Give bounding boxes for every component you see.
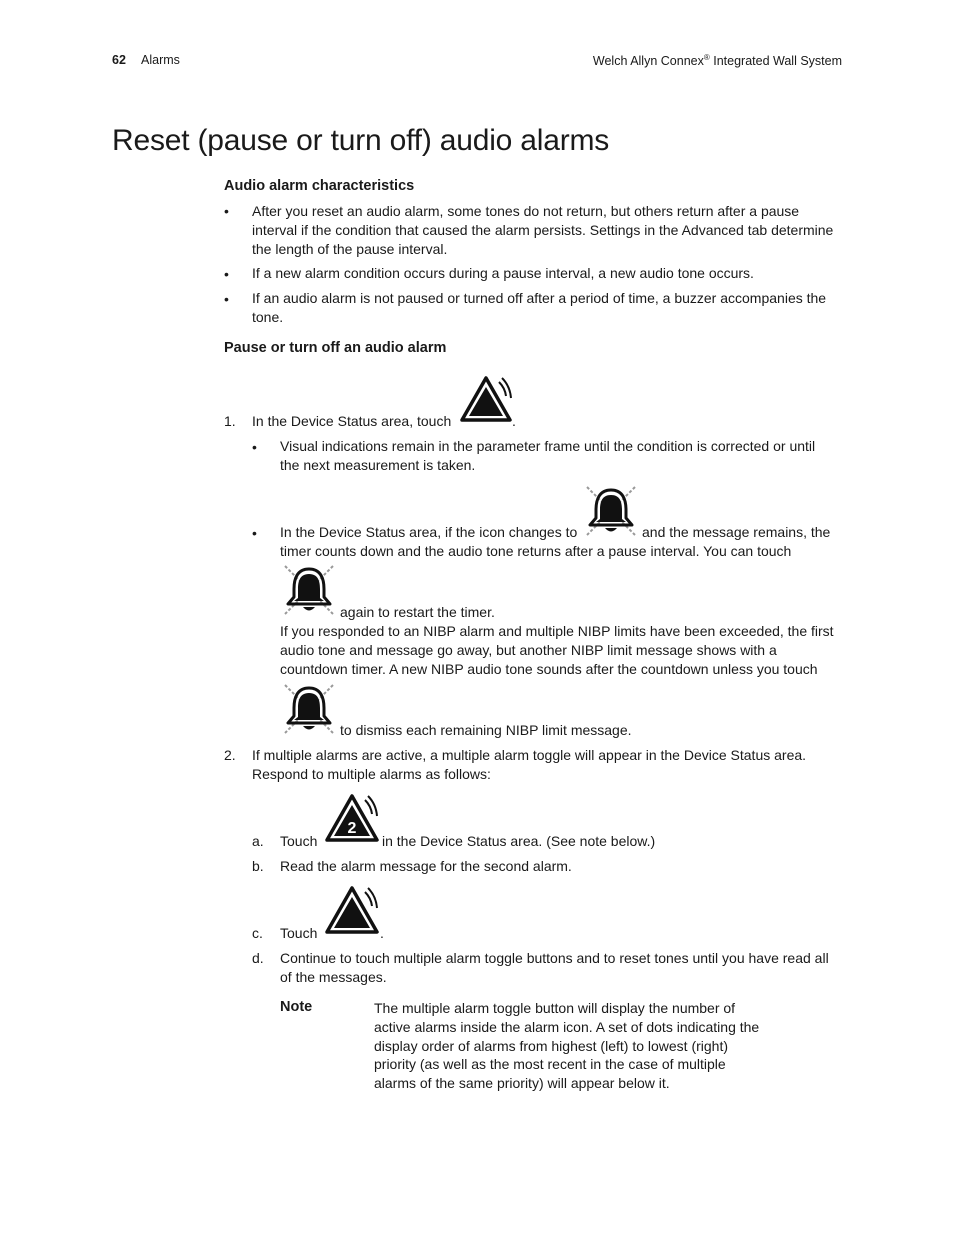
bullet-marker: • [224,203,229,219]
characteristics-heading: Audio alarm characteristics [224,178,415,194]
substep-a-touch: Touch [280,833,318,849]
characteristic-bullet-1: After you reset an audio alarm, some tones do not return, but others return after a pause interval if the condition that caused the alarm persists. Settings in the Advanced tab determine the length of the pause interval. [252,203,834,257]
note-text: The multiple alarm toggle button will display the number of active alarms inside the alarm icon. A set of dots indicating the display order of alarms from highest (left) to lowest (right) priority (as well as the most recent in the case of multiple alarms of the same priority) will appear below it. [374,1000,760,1092]
substep-letter-b: b. [252,858,264,874]
nibp-paragraph: If you responded to an NIBP alarm and multiple NIBP limits have been exceeded, the first audio tone and message go away, but another NIBP limit message shows with a countdown timer. A new NIBP audio tone sounds after the countdown unless you touch [280,623,834,677]
alarm-triangle-icon[interactable] [324,884,382,938]
paused-bell-icon[interactable] [281,682,337,736]
step-1-end: . [512,413,516,429]
step-number-2: 2. [224,747,236,763]
bullet-marker: • [252,525,257,541]
substep-d-text: Continue to touch multiple alarm toggle buttons and to reset tones until you have read all of the messages. [280,950,829,985]
step-1-bullet-b-after-icon: and the message remains, the [642,524,831,540]
alarm-count-badge: 2 [347,820,357,837]
characteristic-bullet-3: If an audio alarm is not paused or turned off after a period of time, a buzzer accompanies the tone. [252,290,827,325]
step-1-text: In the Device Status area, touch [252,413,452,429]
procedure-heading: Pause or turn off an audio alarm [224,340,447,356]
nibp-dismiss-text: to dismiss each remaining NIBP limit message. [340,722,632,738]
step-1-bullet-b-text: In the Device Status area, if the icon changes to [280,524,578,540]
header-product: Welch Allyn Connex® Integrated Wall System [592,53,842,69]
step-1-bullet-b-again: again to restart the timer. [340,604,495,620]
step-number-1: 1. [224,413,236,429]
step-2-text: If multiple alarms are active, a multiple alarm toggle will appear in the Device Status area. Respond to multiple alarms as follows: [252,747,807,782]
characteristic-bullet-2: If a new alarm condition occurs during a pause interval, a new audio tone occurs. [252,265,754,281]
page-title: Reset (pause or turn off) audio alarms [112,124,610,157]
paused-bell-icon[interactable] [583,484,639,538]
substep-letter-d: d. [252,950,264,966]
step-1-bullet-a: Visual indications remain in the parameter frame until the condition is corrected or until the next measurement is taken. [280,438,816,473]
substep-c-end: . [380,925,384,941]
bullet-marker: • [224,291,229,307]
bullet-marker: • [224,266,229,282]
substep-c-touch: Touch [280,925,318,941]
step-1-bullet-b-line2: timer counts down and the audio tone returns after a pause interval. You can touch [280,543,792,559]
header-section: Alarms [141,53,180,67]
substep-a-rest: in the Device Status area. (See note below.) [382,833,656,849]
alarm-triangle-icon[interactable] [458,374,514,426]
substep-letter-c: c. [252,925,263,941]
paused-bell-icon[interactable] [281,563,337,617]
note-label: Note [280,999,313,1015]
page-number: 62 [112,53,126,67]
multiple-alarm-toggle-icon[interactable] [324,792,382,846]
bullet-marker: • [252,439,257,455]
substep-b-text: Read the alarm message for the second alarm. [280,858,572,874]
substep-letter-a: a. [252,833,264,849]
